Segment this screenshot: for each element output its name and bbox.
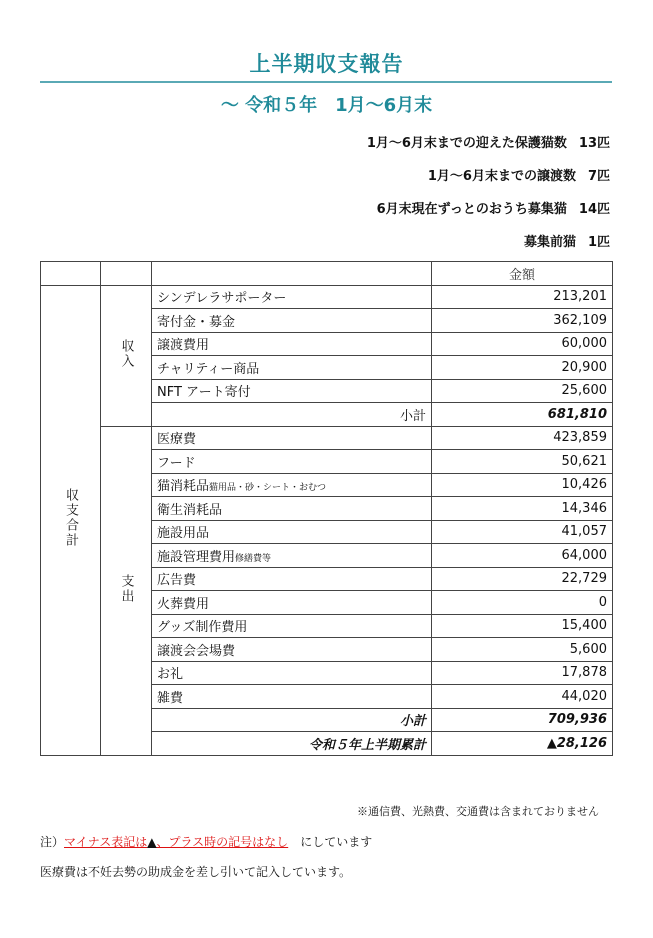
- table-header-row: [41, 262, 613, 286]
- sign-red-1: マイナス表記は: [64, 835, 148, 849]
- item-name-text: チャリティー商品: [157, 361, 260, 377]
- income-label: 収入: [118, 338, 134, 369]
- stat-value: 7匹: [587, 169, 610, 184]
- stat-label: 1月～6月末までの譲渡数: [427, 169, 576, 184]
- item-name-text: 雑費: [157, 690, 184, 706]
- item-amount: 17,878: [432, 661, 613, 685]
- item-amount: 64,000: [432, 544, 613, 568]
- page-subtitle: ～ 令和５年 1月～6月末: [220, 95, 433, 116]
- item-amount: 25,600: [432, 379, 613, 403]
- item-amount: 15,400: [432, 614, 613, 638]
- item-name-text: NFT アート寄付: [157, 385, 251, 401]
- item-name: [152, 450, 432, 474]
- sign-prefix: 注）: [40, 835, 65, 849]
- sign-note: [40, 833, 372, 850]
- stat-pre-recruit: [524, 231, 610, 250]
- item-name-text: 譲渡費用: [157, 338, 210, 354]
- item-name-text: 譲渡会会場費: [157, 643, 236, 659]
- sign-suffix: にしています: [288, 835, 373, 849]
- ledger-table: [40, 261, 613, 756]
- income-subtotal-value: 681,810: [432, 403, 613, 427]
- item-name-text: 衛生消耗品: [157, 502, 223, 518]
- expense-label: 支出: [118, 573, 134, 604]
- item-amount: 423,859: [432, 426, 613, 450]
- item-amount: 22,729: [432, 567, 613, 591]
- item-amount: 10,426: [432, 473, 613, 497]
- item-name: [152, 497, 432, 521]
- total-label: 収支合計: [63, 488, 78, 548]
- blank-cell: [41, 262, 101, 286]
- item-amount: 41,057: [432, 520, 613, 544]
- item-name-text: 火葬費用: [157, 596, 210, 612]
- item-name: [152, 685, 432, 709]
- item-note: 修繕費等: [235, 553, 272, 564]
- income-subtotal-label: 小計: [152, 403, 432, 427]
- expense-subtotal-label: 小計: [152, 708, 432, 732]
- item-name: [152, 285, 432, 309]
- item-name: [152, 544, 432, 568]
- stat-rescued: [367, 132, 610, 151]
- stat-label: 6月末現在ずっとのおうち募集猫: [376, 202, 567, 217]
- item-name-text: 施設管理費用: [157, 549, 236, 565]
- item-name: [152, 591, 432, 615]
- item-name: [152, 332, 432, 356]
- item-name: [152, 356, 432, 380]
- stat-value: 13匹: [578, 136, 610, 151]
- item-name-text: 広告費: [157, 573, 197, 589]
- total-label-cell: [41, 285, 101, 755]
- item-name: [152, 426, 432, 450]
- cumulative-value: ▲28,126: [432, 732, 613, 756]
- item-name: [152, 379, 432, 403]
- item-amount: 20,900: [432, 356, 613, 380]
- amount-header: 金額: [432, 262, 613, 286]
- item-amount: 14,346: [432, 497, 613, 521]
- item-name: [152, 567, 432, 591]
- item-name-text: 施設用品: [157, 526, 210, 542]
- item-note: 猫用品・砂・シート・おむつ: [209, 483, 327, 494]
- blank-cell: [152, 262, 432, 286]
- item-amount: 213,201: [432, 285, 613, 309]
- item-amount: 362,109: [432, 309, 613, 333]
- sign-red-2: 、プラス時の記号はなし: [156, 835, 289, 849]
- item-name-text: お礼: [157, 667, 184, 683]
- income-label-cell: [101, 285, 152, 426]
- table-row: [41, 285, 613, 309]
- excluded-note: ※通信費、光熱費、交通費は含まれておりません: [357, 805, 599, 818]
- item-amount: 0: [432, 591, 613, 615]
- item-name-text: 寄付金・募金: [157, 314, 236, 330]
- cumulative-label: 令和５年上半期累計: [152, 732, 432, 756]
- sign-black-1: ▲: [147, 835, 157, 849]
- stat-label: 募集前猫: [523, 235, 576, 250]
- stat-label: 1月～6月末までの迎えた保護猫数: [366, 136, 567, 151]
- blank-cell: [101, 262, 152, 286]
- item-name: [152, 614, 432, 638]
- item-name: [152, 661, 432, 685]
- item-name: [152, 473, 432, 497]
- item-name-text: フード: [157, 455, 196, 471]
- page-title: 上半期収支報告: [249, 52, 404, 76]
- stat-value: 14匹: [578, 202, 610, 217]
- item-amount: 60,000: [432, 332, 613, 356]
- item-name-text: 猫消耗品: [157, 479, 210, 495]
- expense-subtotal-value: 709,936: [432, 708, 613, 732]
- title-rule: [40, 81, 612, 83]
- item-name: [152, 638, 432, 662]
- table-row: [41, 426, 613, 450]
- item-name: [152, 520, 432, 544]
- stat-value: 1匹: [587, 235, 610, 250]
- item-name-text: グッズ制作費用: [157, 620, 248, 636]
- item-amount: 50,621: [432, 450, 613, 474]
- stat-adopted: [428, 165, 610, 184]
- item-amount: 44,020: [432, 685, 613, 709]
- expense-label-cell: [101, 426, 152, 755]
- item-name-text: シンデレラサポーター: [157, 291, 287, 307]
- item-name-text: 医療費: [157, 432, 197, 448]
- item-name: [152, 309, 432, 333]
- item-amount: 5,600: [432, 638, 613, 662]
- medical-note: 医療費は不妊去勢の助成金を差し引いて記入しています。: [40, 865, 352, 879]
- stat-recruiting: [377, 198, 610, 217]
